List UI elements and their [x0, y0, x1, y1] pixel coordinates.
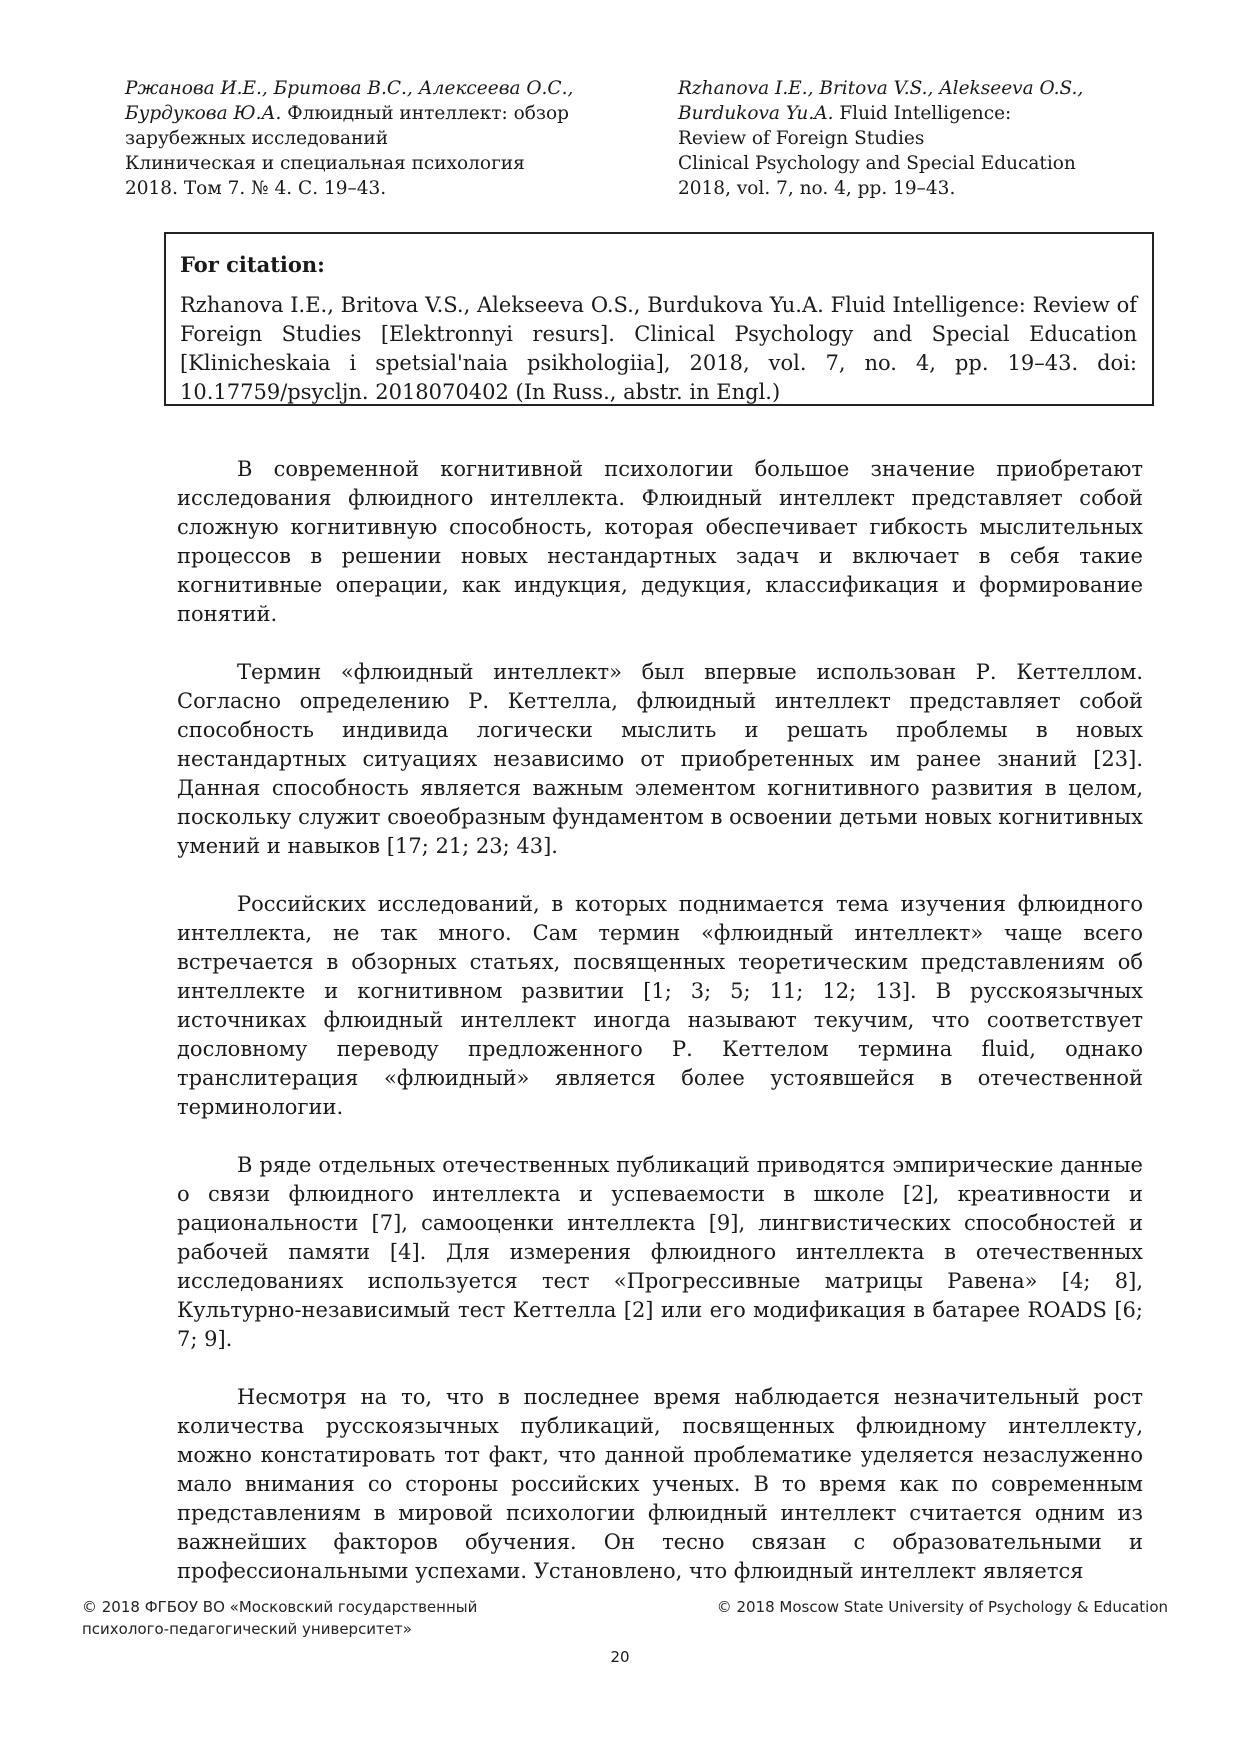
header-issue: 2018. Том 7. № 4. С. 19–43.	[125, 178, 387, 199]
header-authors-title: Burdukova Yu.A. Fluid Intelligence:	[678, 103, 1012, 124]
header-title: Review of Foreign Studies	[678, 128, 925, 149]
header-authors: Ржанова И.Е., Бритова В.С., Алексеева О.С.,	[125, 78, 574, 99]
body-paragraph: В ряде отдельных отечественных публикаций приводятся эмпирические данные о связи флюидного интеллекта и успеваемости в школе [2], креативности и рациональности [7], самооценки интеллекта [9], лингвистических способностей и рабочей памяти [4]. Для измерения флюидного интеллекта в отечественных исследованиях используется тест «Прогрессивные матрицы Равена» [4; 8], Культурно-независимый тест Кеттелла [2] или его модификация в батарее ROADS [6; 7; 9].	[177, 1153, 1143, 1351]
body-paragraph: Российских исследований, в которых поднимается тема изучения флюидного интеллекта, не так много. Сам термин «флюидный интеллект» чаще всего встречается в обзорных статьях, посвященных теоретическим представлениям об интеллекте и когнитивном развитии [1; 3; 5; 11; 12; 13]. В русскоязычных источниках флюидный интеллект иногда называют текучим, что соответствует дословному переводу предложенного Р. Кеттелом термина fluid, однако транслитерация «флюидный» является более устоявшейся в отечественной терминологии.	[177, 892, 1143, 1119]
header-english	[678, 76, 1138, 201]
page-number: 20	[610, 1648, 630, 1666]
header-russian	[125, 76, 585, 201]
header-issue: 2018, vol. 7, no. 4, pp. 19–43.	[678, 178, 956, 199]
citation-text: Rzhanova I.E., Britova V.S., Alekseeva O.S., Burdukova Yu.A. Fluid Intelligence: Review of Foreign Studies [Elektronnyi resurs]. Clinical Psychology and Special Education [Klinicheskaia i spetsial'naia psikhologiia], 2018, vol. 7, no. 4, pp. 19–43. doi: 10.17759/psycljn. 2018070402 (In Russ., abstr. in Engl.)	[180, 293, 1137, 404]
header-authors: Rzhanova I.E., Britova V.S., Alekseeva O.S.,	[678, 78, 1084, 99]
article-body	[177, 455, 1143, 1615]
footer-line: © 2018 ФГБОУ ВО «Московский государственный	[82, 1598, 478, 1616]
footer-copyright-english: © 2018 Moscow State University of Psychology & Education	[716, 1598, 1168, 1616]
body-paragraph: Несмотря на то, что в последнее время наблюдается незначительный рост количества русскоязычных публикаций, посвященных флюидному интеллекту, можно констатировать тот факт, что данной проблематике уделяется незаслуженно мало внимания со стороны российских ученых. В то время как по современным представлениям в мировой психологии флюидный интеллект считается одним из важнейших факторов обучения. Он тесно связан с образовательными и профессиональными успехами. Установлено, что флюидный интеллект является	[177, 1385, 1143, 1583]
citation-box	[164, 232, 1154, 406]
footer-copyright-russian	[82, 1596, 562, 1640]
header-journal: Клиническая и специальная психология	[125, 153, 525, 174]
footer-line: психолого-педагогический университет»	[82, 1620, 412, 1638]
header-journal: Clinical Psychology and Special Education	[678, 153, 1076, 174]
body-paragraph: В современной когнитивной психологии большое значение приобретают исследования флюидного интеллекта. Флюидный интеллект представляет собой сложную когнитивную способность, которая обеспечивает гибкость мыслительных процессов в решении новых нестандартных задач и включает в себя такие когнитивные операции, как индукция, дедукция, классификация и формирование понятий.	[177, 457, 1143, 626]
body-paragraph: Термин «флюидный интеллект» был впервые использован Р. Кеттеллом. Согласно определению Р. Кеттелла, флюидный интеллект представляет собой способность индивида логически мыслить и решать проблемы в новых нестандартных ситуациях независимо от приобретенных им ранее знаний [23]. Данная способность является важным элементом когнитивного развития в целом, поскольку служит своеобразным фундаментом в освоении детьми новых когнитивных умений и навыков [17; 21; 23; 43].	[177, 660, 1143, 858]
header-title: зарубежных исследований	[125, 128, 389, 149]
header-authors-title: Бурдукова Ю.А. Флюидный интеллект: обзор	[125, 103, 569, 124]
citation-heading: For citation:	[180, 252, 325, 277]
